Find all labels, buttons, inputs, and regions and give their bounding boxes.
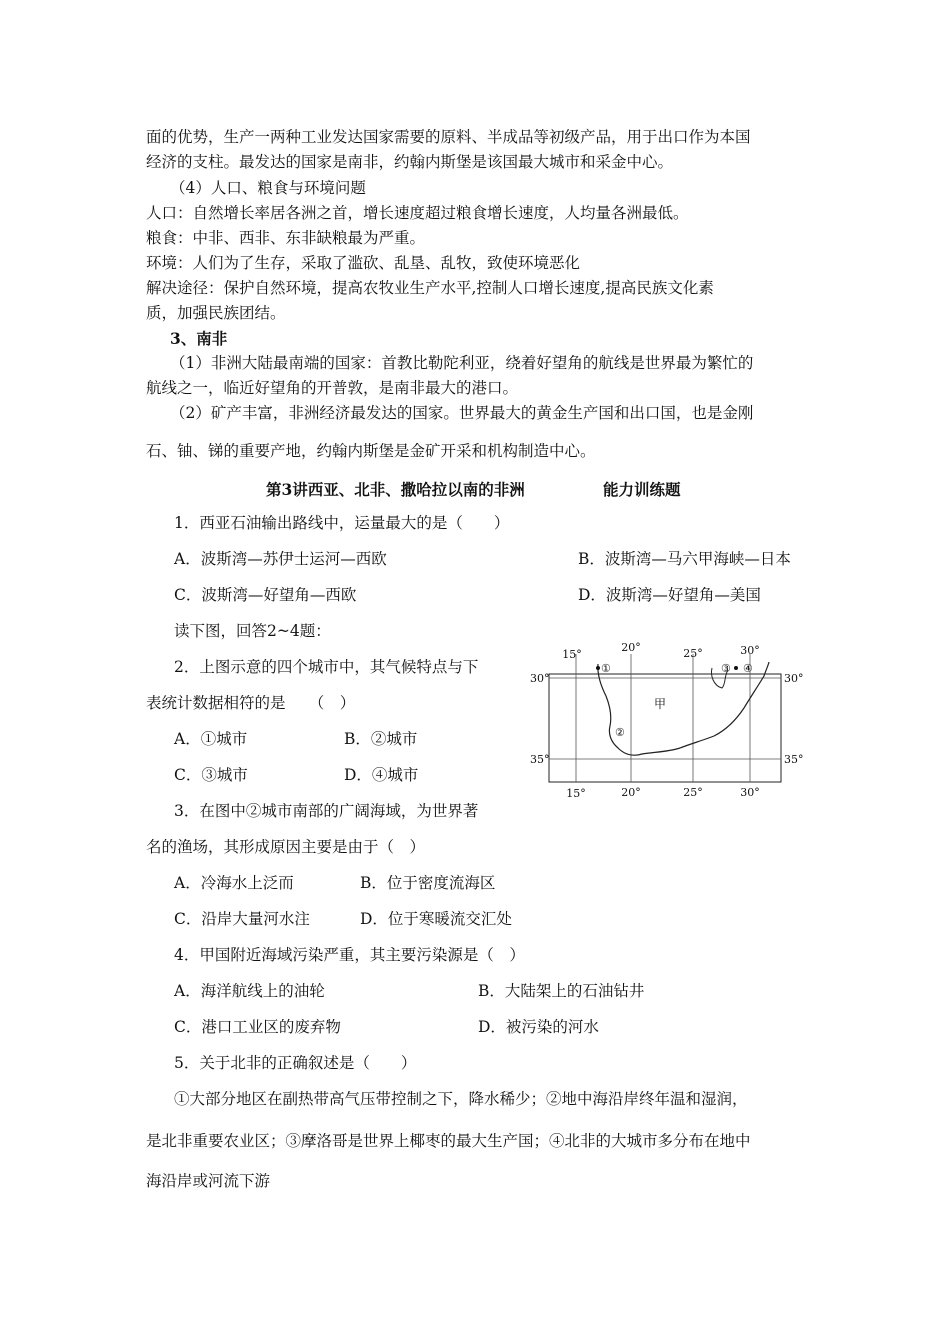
option-b: B．波斯湾—马六甲海峡—日本	[578, 550, 791, 568]
lon-top-label: 20°	[621, 641, 641, 654]
lon-bottom-label: 30°	[740, 786, 760, 799]
section-title: 第3讲西亚、北非、撒哈拉以南的非洲	[266, 480, 525, 499]
option-d: D．被污染的河水	[478, 1018, 599, 1036]
southern-africa-map	[528, 640, 804, 800]
lat-left-label: 35°	[530, 753, 550, 766]
lon-bottom-label: 15°	[566, 787, 586, 800]
option-b: B．位于密度流海区	[360, 874, 496, 892]
lat-right-label: 30°	[784, 672, 804, 685]
text-line: （1）非洲大陆最南端的国家：首教比勒陀利亚，绕着好望角的航线是世界最为繁忙的	[170, 354, 754, 372]
option-a: A．海洋航线上的油轮	[174, 982, 325, 1000]
text-line: ①大部分地区在副热带高气压带控制之下，降水稀少；②地中海沿岸终年温和湿润，	[174, 1090, 748, 1108]
option-d: D．位于寒暖流交汇处	[360, 910, 512, 928]
text-line: 经济的支柱。最发达的国家是南非，约翰内斯堡是该国最大城市和采金中心。	[146, 153, 674, 171]
option-d: D．④城市	[344, 766, 419, 784]
option-c: C．港口工业区的废弃物	[174, 1018, 341, 1036]
question-stem: 表统计数据相符的是 （ ）	[146, 694, 356, 712]
text-line: 石、铀、锑的重要产地，约翰内斯堡是金矿开采和机构制造中心。	[146, 442, 596, 460]
text-line: （2）矿产丰富，非洲经济最发达的国家。世界最大的黄金生产国和出口国，也是金刚	[170, 404, 754, 422]
city-label: ①	[601, 662, 611, 675]
text-line: 人口：自然增长率居各洲之首，增长速度超过粮食增长速度，人均量各洲最低。	[146, 204, 689, 222]
option-a: A．波斯湾—苏伊士运河—西欧	[174, 550, 387, 568]
lon-top-label: 30°	[740, 644, 760, 657]
city-marker	[596, 666, 600, 670]
text-line: 面的优势，生产一两种工业发达国家需要的原料、半成品等初级产品，用于出口作为本国	[146, 128, 751, 146]
text-line: 航线之一，临近好望角的开普敦，是南非最大的港口。	[146, 379, 519, 397]
city-label: ③	[721, 662, 731, 675]
text-line: 质，加强民族团结。	[146, 304, 286, 322]
lon-top-label: 15°	[562, 648, 582, 661]
lon-top-label: 25°	[683, 647, 703, 660]
subsection-title: （4）人口、粮食与环境问题	[170, 179, 366, 197]
lat-right-label: 35°	[784, 753, 804, 766]
option-c: C．沿岸大量河水注	[174, 910, 310, 928]
option-d: D．波斯湾—好望角—美国	[578, 586, 761, 604]
question-stem: 2．上图示意的四个城市中，其气候特点与下	[174, 658, 479, 676]
question-stem: 5．关于北非的正确叙述是（ ）	[174, 1054, 417, 1072]
section-heading: 3、南非	[170, 329, 228, 348]
city-label: ④	[743, 662, 753, 675]
text-line: 是北非重要农业区；③摩洛哥是世界上椰枣的最大生产国；④北非的大城市多分布在地中	[146, 1132, 751, 1150]
option-c: C．③城市	[174, 766, 248, 784]
instruction: 读下图，回答2~4题：	[174, 622, 331, 640]
map-frame	[549, 674, 781, 782]
text-line: 海沿岸或河流下游	[146, 1172, 271, 1190]
text-line: 环境：人们为了生存，采取了滥砍、乱垦、乱牧，致使环境恶化	[146, 254, 581, 272]
city-label: ②	[615, 726, 625, 739]
section-subtitle: 能力训练题	[603, 480, 681, 499]
question-stem: 4．甲国附近海域污染严重，其主要污染源是（ ）	[174, 946, 525, 964]
question-stem: 名的渔场，其形成原因主要是由于（ ）	[146, 838, 426, 856]
coastline-path	[598, 662, 769, 755]
text-line: 解决途径：保护自然环境，提高农牧业生产水平,控制人口增长速度,提高民族文化素	[146, 279, 714, 297]
lat-left-label: 30°	[530, 672, 550, 685]
option-c: C．波斯湾—好望角—西欧	[174, 586, 357, 604]
city-marker	[734, 666, 738, 670]
option-b: B．大陆架上的石油钻井	[478, 982, 645, 1000]
text-line: 粮食：中非、西非、东非缺粮最为严重。	[146, 229, 426, 247]
question-stem: 1．西亚石油输出路线中，运量最大的是（ ）	[174, 514, 510, 532]
lon-bottom-label: 20°	[621, 786, 641, 799]
question-stem: 3．在图中②城市南部的广阔海域，为世界著	[174, 802, 479, 820]
lon-bottom-label: 25°	[683, 786, 703, 799]
country-label: 甲	[654, 697, 667, 711]
option-b: B．②城市	[344, 730, 418, 748]
option-a: A．冷海水上泛而	[174, 874, 294, 892]
option-a: A．①城市	[174, 730, 248, 748]
